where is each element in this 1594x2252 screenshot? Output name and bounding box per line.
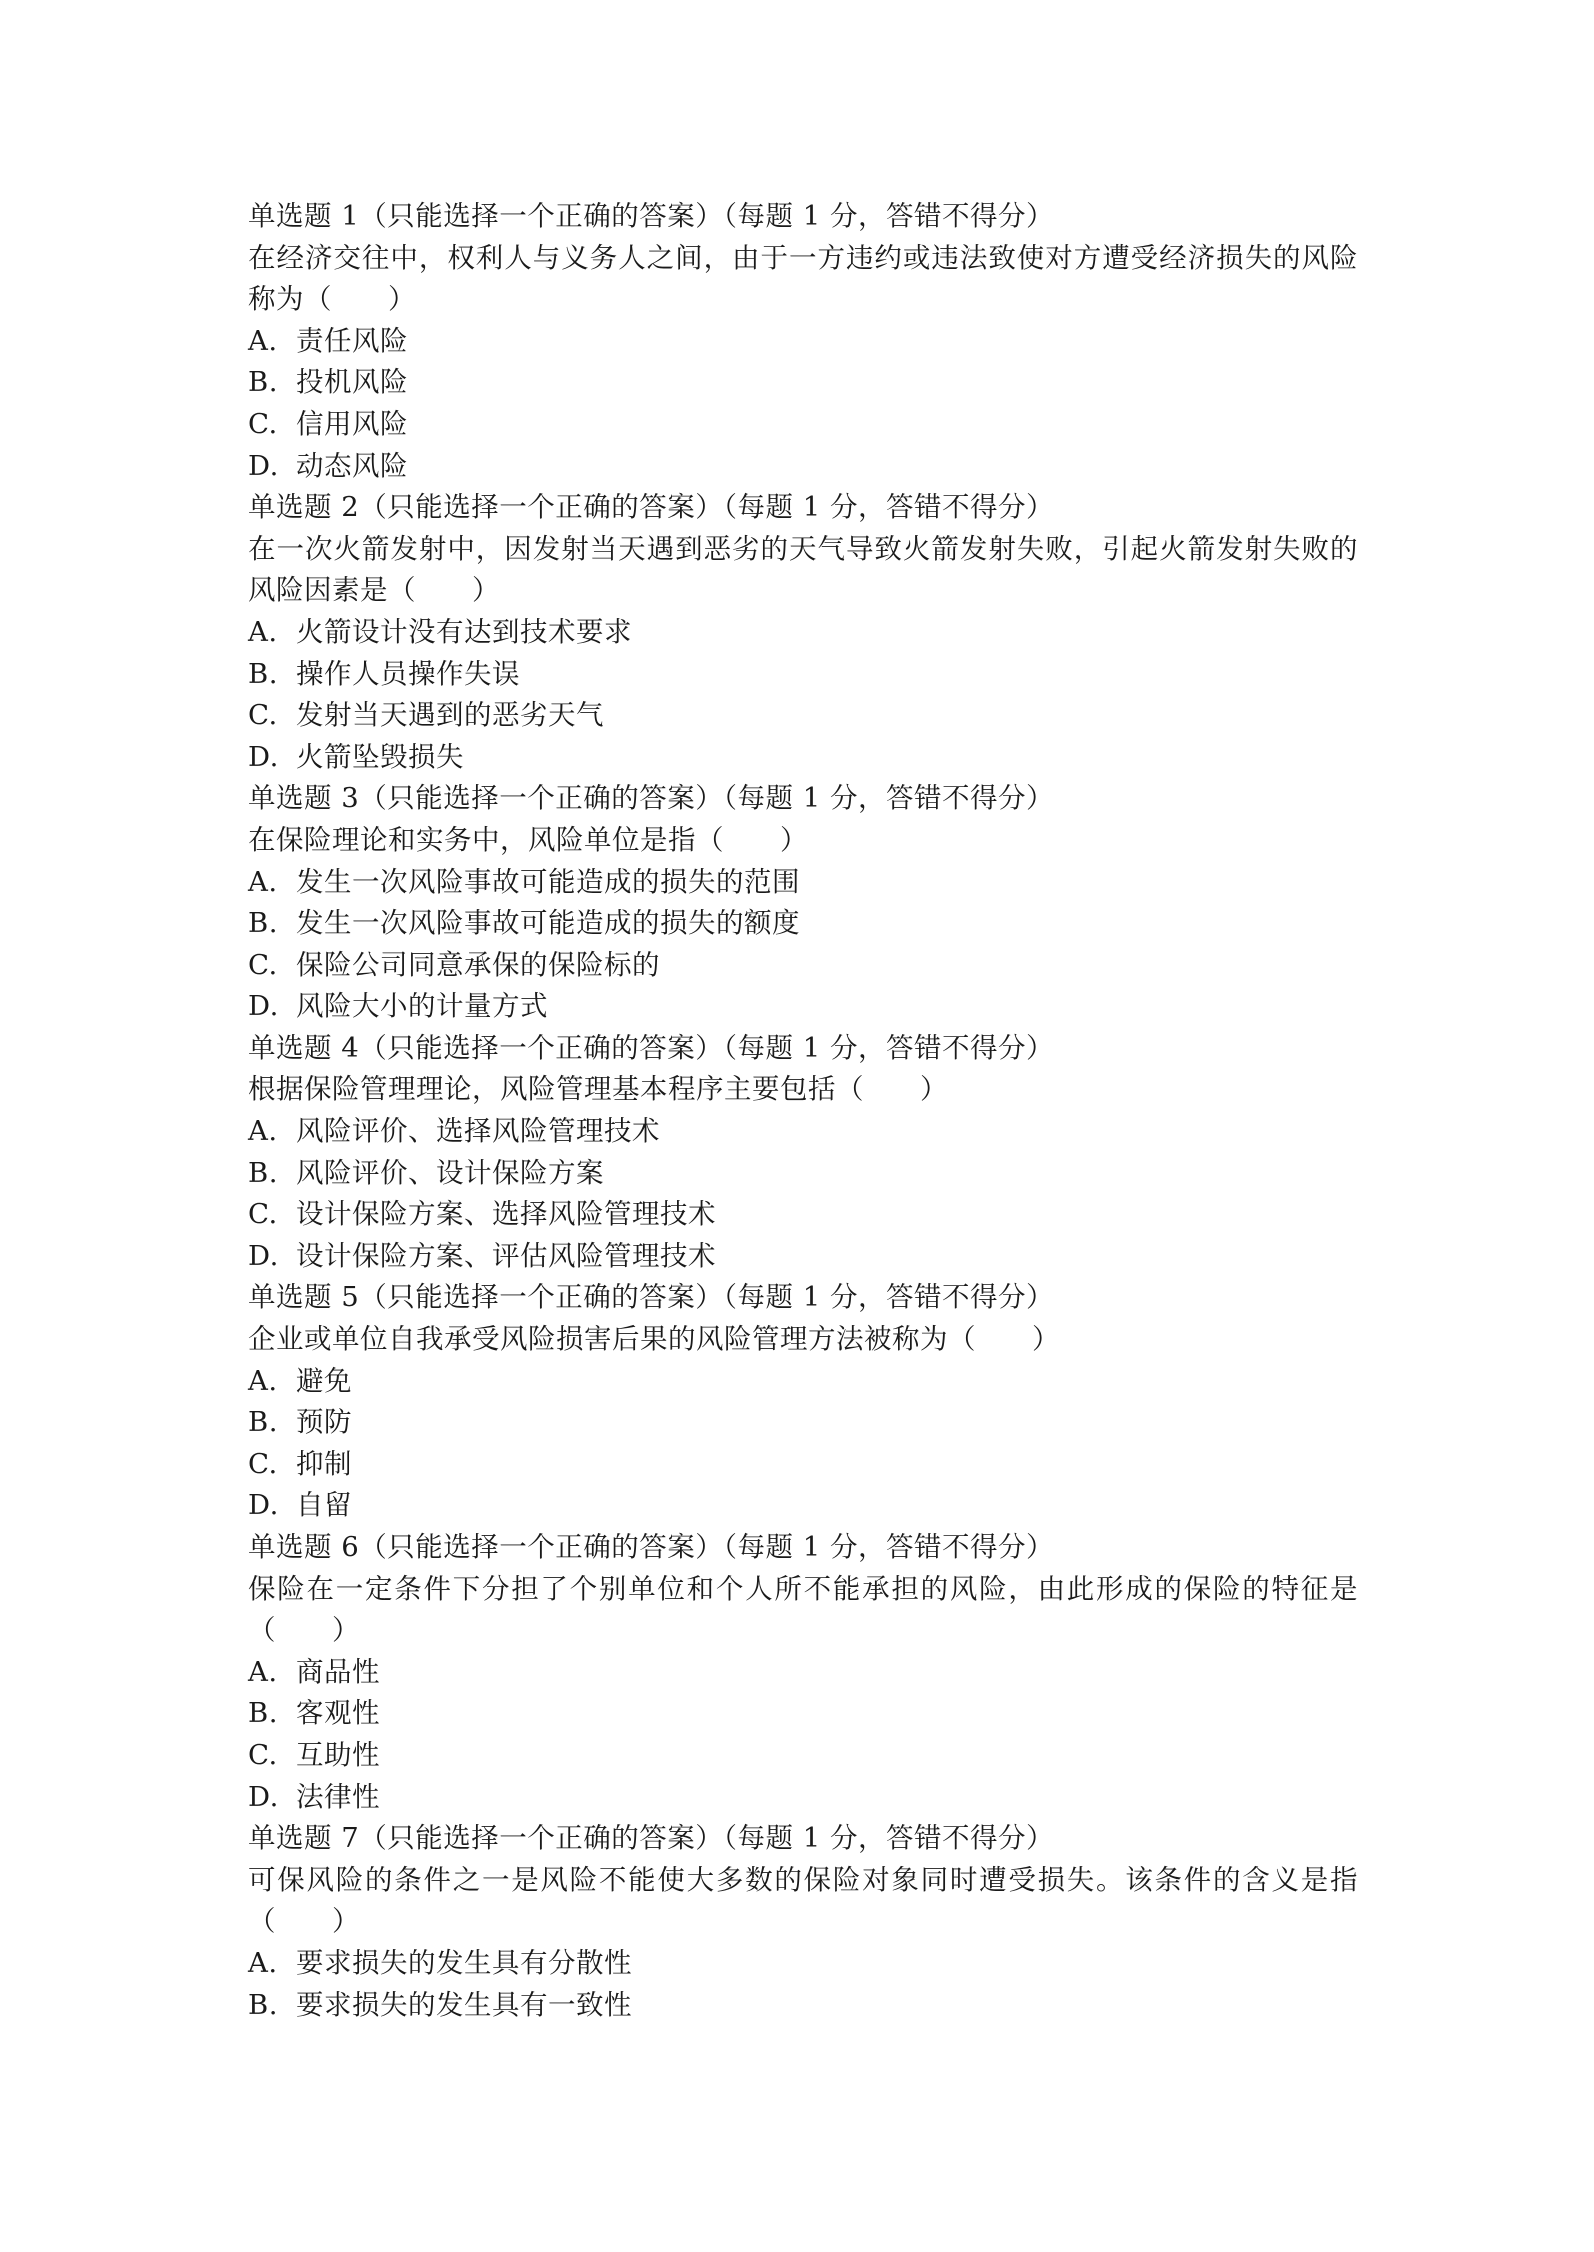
option-letter: B. — [248, 1988, 278, 2021]
option-a — [248, 321, 1358, 363]
option-b — [248, 1985, 1358, 2027]
option-text: 保险公司同意承保的保险标的 — [296, 948, 660, 981]
option-b — [248, 362, 1358, 404]
question-header: 单选题 1（只能选择一个正确的答案）（每题 1 分，答错不得分） — [248, 200, 1054, 232]
option-text: 抑制 — [296, 1447, 352, 1480]
question-stem: 可保风险的条件之一是风险不能使大多数的保险对象同时遭受损失。该条件的含义是指（ ） — [248, 1863, 1358, 1938]
option-text: 责任风险 — [296, 324, 408, 357]
question-header: 单选题 4（只能选择一个正确的答案）（每题 1 分，答错不得分） — [248, 1031, 1054, 1064]
option-text: 动态风险 — [296, 449, 408, 482]
exam-document — [248, 196, 1358, 2026]
option-c — [248, 1194, 1358, 1236]
option-text: 火箭坠毁损失 — [296, 740, 464, 773]
option-b — [248, 1693, 1358, 1735]
option-letter: C. — [248, 407, 278, 440]
option-text: 设计保险方案、评估风险管理技术 — [296, 1239, 716, 1272]
option-text: 风险评价、选择风险管理技术 — [296, 1115, 660, 1148]
option-b — [248, 1402, 1358, 1444]
option-text: 火箭设计没有达到技术要求 — [296, 615, 632, 648]
option-b — [248, 903, 1358, 945]
option-d — [248, 1485, 1358, 1527]
option-c — [248, 1735, 1358, 1777]
option-letter: A. — [248, 865, 278, 898]
option-b — [248, 1153, 1358, 1195]
option-text: 预防 — [296, 1406, 352, 1439]
option-c — [248, 1444, 1358, 1486]
question-header: 单选题 2（只能选择一个正确的答案）（每题 1 分，答错不得分） — [248, 491, 1054, 524]
option-text: 客观性 — [296, 1697, 380, 1730]
option-text: 风险大小的计量方式 — [296, 990, 548, 1023]
question-stem: 在一次火箭发射中，因发射当天遇到恶劣的天气导致火箭发射失败，引起火箭发射失败的风险因素是（ ） — [248, 532, 1358, 607]
question-header: 单选题 7（只能选择一个正确的答案）（每题 1 分，答错不得分） — [248, 1822, 1054, 1855]
question-1 — [248, 196, 1358, 487]
option-letter: B. — [248, 1697, 278, 1730]
question-stem: 根据保险管理理论，风险管理基本程序主要包括（ ） — [248, 1073, 948, 1106]
option-letter: D. — [248, 990, 279, 1023]
option-letter: A. — [248, 1946, 278, 1979]
option-letter: B. — [248, 907, 278, 940]
option-d — [248, 1777, 1358, 1819]
option-text: 要求损失的发生具有一致性 — [296, 1988, 632, 2021]
option-c — [248, 945, 1358, 987]
question-stem: 企业或单位自我承受风险损害后果的风险管理方法被称为（ ） — [248, 1323, 1060, 1356]
option-text: 风险评价、设计保险方案 — [296, 1156, 604, 1189]
option-text: 要求损失的发生具有分散性 — [296, 1946, 632, 1979]
question-7 — [248, 1818, 1358, 2026]
option-d — [248, 446, 1358, 488]
option-c — [248, 404, 1358, 446]
question-3 — [248, 778, 1358, 1028]
question-6 — [248, 1527, 1358, 1818]
option-d — [248, 737, 1358, 779]
option-letter: C. — [248, 1447, 278, 1480]
option-text: 发射当天遇到的恶劣天气 — [296, 699, 604, 732]
option-letter: A. — [248, 1364, 278, 1397]
option-letter: A. — [248, 324, 278, 357]
question-2 — [248, 487, 1358, 778]
question-header: 单选题 6（只能选择一个正确的答案）（每题 1 分，答错不得分） — [248, 1531, 1054, 1563]
question-4 — [248, 1028, 1358, 1278]
question-stem: 在保险理论和实务中，风险单位是指（ ） — [248, 823, 808, 856]
option-letter: B. — [248, 657, 278, 690]
option-text: 避免 — [296, 1364, 352, 1397]
question-header: 单选题 5（只能选择一个正确的答案）（每题 1 分，答错不得分） — [248, 1281, 1054, 1314]
option-text: 信用风险 — [296, 407, 408, 440]
option-text: 投机风险 — [296, 366, 408, 399]
question-header: 单选题 3（只能选择一个正确的答案）（每题 1 分，答错不得分） — [248, 782, 1054, 815]
option-text: 法律性 — [296, 1780, 380, 1813]
option-letter: C. — [248, 1198, 278, 1231]
option-letter: A. — [248, 1115, 278, 1148]
option-letter: D. — [248, 449, 279, 482]
option-letter: A. — [248, 615, 278, 648]
question-stem: 保险在一定条件下分担了个别单位和个人所不能承担的风险，由此形成的保险的特征是（ ） — [248, 1572, 1358, 1647]
option-text: 发生一次风险事故可能造成的损失的范围 — [296, 865, 800, 898]
option-a — [248, 1361, 1358, 1403]
option-letter: C. — [248, 699, 278, 732]
option-letter: D. — [248, 1780, 279, 1813]
option-c — [248, 695, 1358, 737]
question-stem: 在经济交往中，权利人与义务人之间，由于一方违约或违法致使对方遭受经济损失的风险称为（ ） — [248, 241, 1358, 316]
option-a — [248, 1111, 1358, 1153]
option-d — [248, 1236, 1358, 1278]
option-letter: B. — [248, 1406, 278, 1439]
option-b — [248, 654, 1358, 696]
option-letter: A. — [248, 1655, 278, 1688]
option-text: 设计保险方案、选择风险管理技术 — [296, 1198, 716, 1231]
option-d — [248, 986, 1358, 1028]
option-letter: B. — [248, 1156, 278, 1189]
option-a — [248, 862, 1358, 904]
option-text: 互助性 — [296, 1738, 380, 1771]
option-letter: C. — [248, 948, 278, 981]
option-a — [248, 1652, 1358, 1694]
option-letter: C. — [248, 1738, 278, 1771]
option-letter: D. — [248, 1239, 279, 1272]
option-letter: D. — [248, 1489, 279, 1522]
option-letter: B. — [248, 366, 278, 399]
option-letter: D. — [248, 740, 279, 773]
option-a — [248, 1943, 1358, 1985]
option-text: 发生一次风险事故可能造成的损失的额度 — [296, 907, 800, 940]
option-text: 自留 — [296, 1489, 352, 1522]
option-text: 商品性 — [296, 1655, 380, 1688]
option-a — [248, 612, 1358, 654]
question-5 — [248, 1277, 1358, 1527]
option-text: 操作人员操作失误 — [296, 657, 520, 690]
